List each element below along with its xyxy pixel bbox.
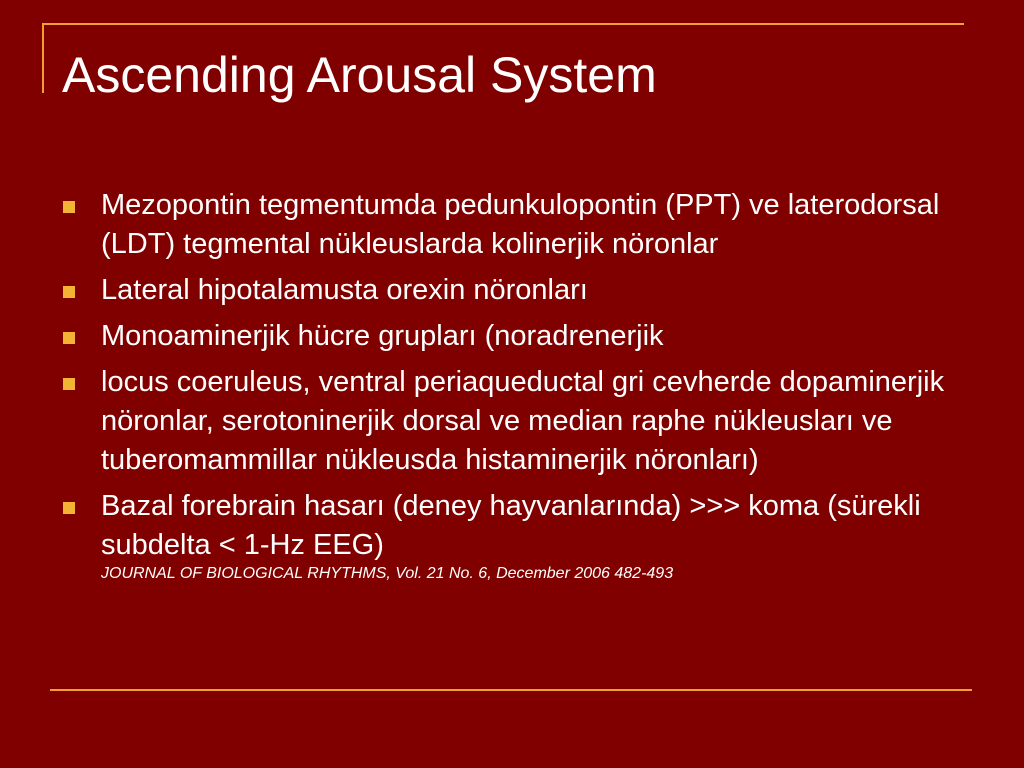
bullet-item (62, 186, 972, 264)
bullet-list (62, 186, 972, 590)
bullet-item (62, 317, 972, 356)
square-bullet-icon (63, 332, 75, 344)
square-bullet-icon (63, 502, 75, 514)
bullet-text: Bazal forebrain hasarı (deney hayvanlarında) >>> koma (sürekli subdelta < 1-Hz EEG) (101, 490, 921, 561)
square-bullet-icon (63, 201, 75, 213)
bullet-item (62, 271, 972, 310)
bullet-item (62, 363, 972, 480)
square-bullet-icon (63, 286, 75, 298)
bullet-text: Mezopontin tegmentumda pedunkulopontin (PPT) ve laterodorsal (LDT) tegmental nükleuslarda kolinerjik nöronlar (101, 189, 940, 260)
bottom-rule (50, 689, 972, 691)
slide-title: Ascending Arousal System (62, 47, 657, 103)
bullet-item (62, 487, 972, 583)
bullet-text: Lateral hipotalamusta orexin nöronları (101, 274, 588, 306)
square-bullet-icon (63, 378, 75, 390)
top-rule-vertical (42, 23, 44, 93)
bullet-text: locus coeruleus, ventral periaqueductal gri cevherde dopaminerjik nöronlar, serotoninerjik dorsal ve median raphe nükleusları ve tuberomammillar nükleusda histaminerjik nöronları) (101, 366, 945, 476)
bullet-text: Monoaminerjik hücre grupları (noradrenerjik (101, 320, 664, 352)
top-rule-horizontal (42, 23, 964, 25)
citation: JOURNAL OF BIOLOGICAL RHYTHMS, Vol. 21 No. 6, December 2006 482-493 (101, 565, 674, 582)
